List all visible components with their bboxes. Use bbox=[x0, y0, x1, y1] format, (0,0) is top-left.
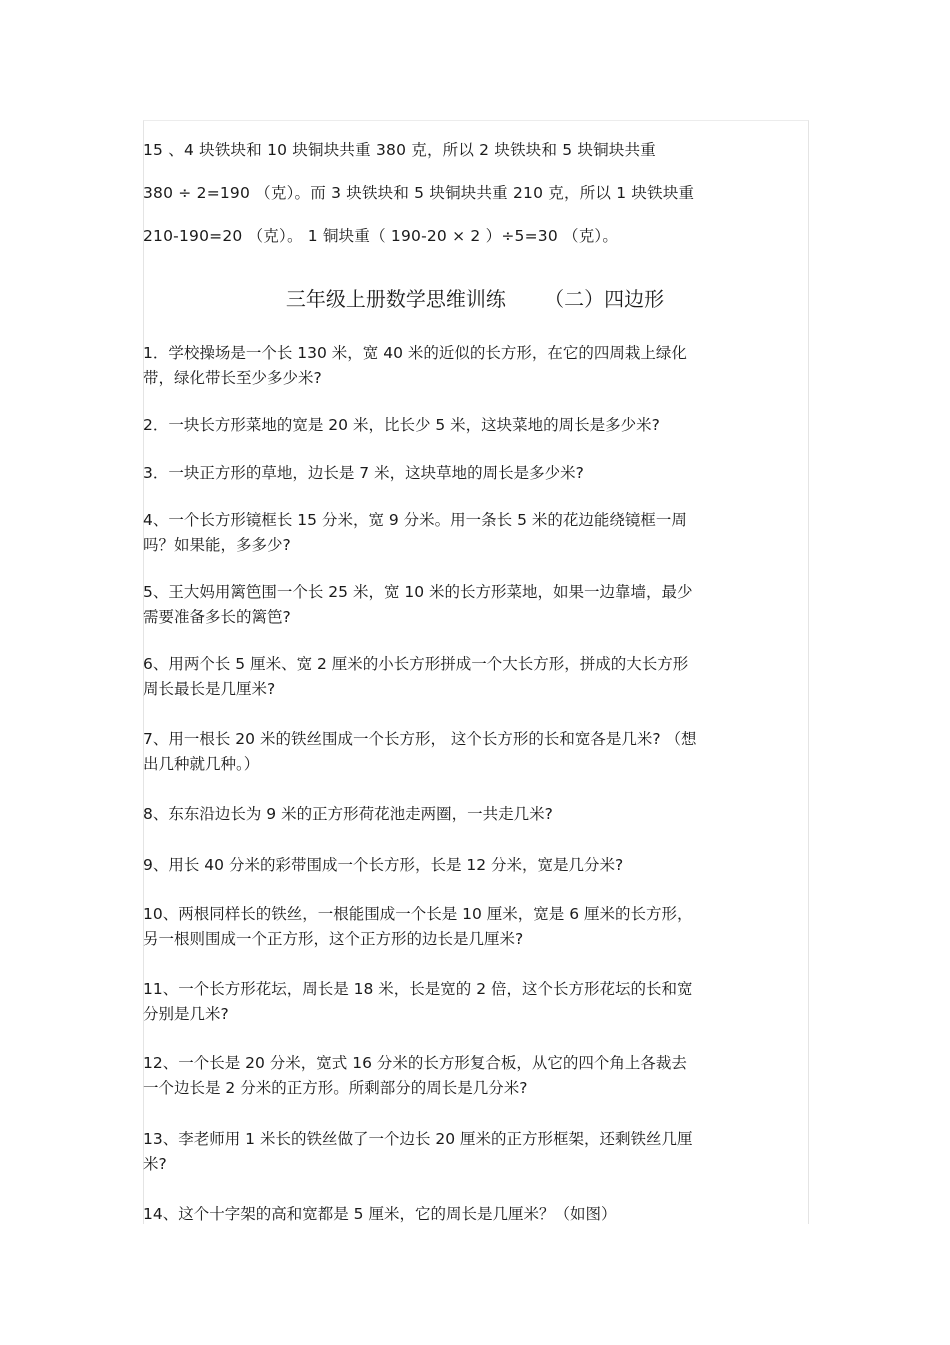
question-text: 8、东东沿边长为 9 米的正方形荷花池走两圈，一共走几米? bbox=[143, 805, 553, 823]
question-14 bbox=[143, 1202, 803, 1227]
question-text: 米? bbox=[143, 1155, 167, 1173]
question-text: 需要准备多长的篱笆? bbox=[143, 608, 291, 626]
section-title: 三年级上册数学思维训练 （二）四边形 bbox=[285, 287, 665, 311]
answer-line-2: 380 ÷ 2=190 （克）。而 3 块铁块和 5 块铜块共重 210 克，所以 1 块铁块重 bbox=[143, 184, 695, 202]
question-text: 10、两根同样长的铁丝，一根能围成一个长是 10 厘米，宽是 6 厘米的长方形， bbox=[143, 905, 693, 923]
question-text: 13、李老师用 1 米长的铁丝做了一个边长 20 厘米的正方形框架，还剩铁丝几厘 bbox=[143, 1130, 693, 1148]
question-text: 吗？如果能，多多少? bbox=[143, 536, 291, 554]
question-text: 6、用两个长 5 厘米、宽 2 厘米的小长方形拼成一个大长方形，拼成的大长方形 bbox=[143, 655, 689, 673]
question-text: 14、这个十字架的高和宽都是 5 厘米，它的周长是几厘米？（如图） bbox=[143, 1205, 617, 1223]
question-12 bbox=[143, 1051, 803, 1101]
question-text: 3．一块正方形的草地，边长是 7 米，这块草地的周长是多少米? bbox=[143, 464, 584, 482]
question-8 bbox=[143, 802, 803, 827]
question-3 bbox=[143, 461, 803, 486]
question-text: 4、一个长方形镜框长 15 分米，宽 9 分米。用一条长 5 米的花边能绕镜框一周 bbox=[143, 511, 687, 529]
question-text: 出几种就几种。） bbox=[143, 755, 260, 773]
question-2 bbox=[143, 413, 803, 438]
question-text: 12、一个长是 20 分米，宽式 16 分米的长方形复合板，从它的四个角上各裁去 bbox=[143, 1054, 687, 1072]
question-text: 1．学校操场是一个长 130 米，宽 40 米的近似的长方形，在它的四周栽上绿化 bbox=[143, 344, 687, 362]
answer-line-3: 210-190=20 （克）。 1 铜块重（ 190-20 × 2 ）÷5=30 （克）。 bbox=[143, 227, 619, 245]
question-text: 另一根则围成一个正方形，这个正方形的边长是几厘米? bbox=[143, 930, 524, 948]
question-4 bbox=[143, 508, 803, 558]
question-9 bbox=[143, 853, 803, 878]
question-1 bbox=[143, 341, 803, 391]
question-7 bbox=[143, 727, 803, 777]
question-13 bbox=[143, 1127, 803, 1177]
question-text: 2．一块长方形菜地的宽是 20 米，比长少 5 米，这块菜地的周长是多少米? bbox=[143, 416, 660, 434]
question-5 bbox=[143, 580, 803, 630]
question-text: 带，绿化带长至少多少米? bbox=[143, 369, 322, 387]
question-text: 周长最长是几厘米? bbox=[143, 680, 276, 698]
question-text: 5、王大妈用篱笆围一个长 25 米，宽 10 米的长方形菜地，如果一边靠墙，最少 bbox=[143, 583, 693, 601]
question-text: 11、一个长方形花坛，周长是 18 米，长是宽的 2 倍，这个长方形花坛的长和宽 bbox=[143, 980, 693, 998]
question-6 bbox=[143, 652, 803, 702]
question-11 bbox=[143, 977, 803, 1027]
question-text: 7、用一根长 20 米的铁丝围成一个长方形， 这个长方形的长和宽各是几米? （想 bbox=[143, 730, 697, 748]
answer-line-1: 15 、4 块铁块和 10 块铜块共重 380 克，所以 2 块铁块和 5 块铜块共重 bbox=[143, 141, 656, 159]
question-text: 分别是几米? bbox=[143, 1005, 229, 1023]
question-text: 一个边长是 2 分米的正方形。所剩部分的周长是几分米? bbox=[143, 1079, 528, 1097]
question-10 bbox=[143, 902, 803, 952]
question-text: 9、用长 40 分米的彩带围成一个长方形，长是 12 分米，宽是几分米? bbox=[143, 856, 624, 874]
